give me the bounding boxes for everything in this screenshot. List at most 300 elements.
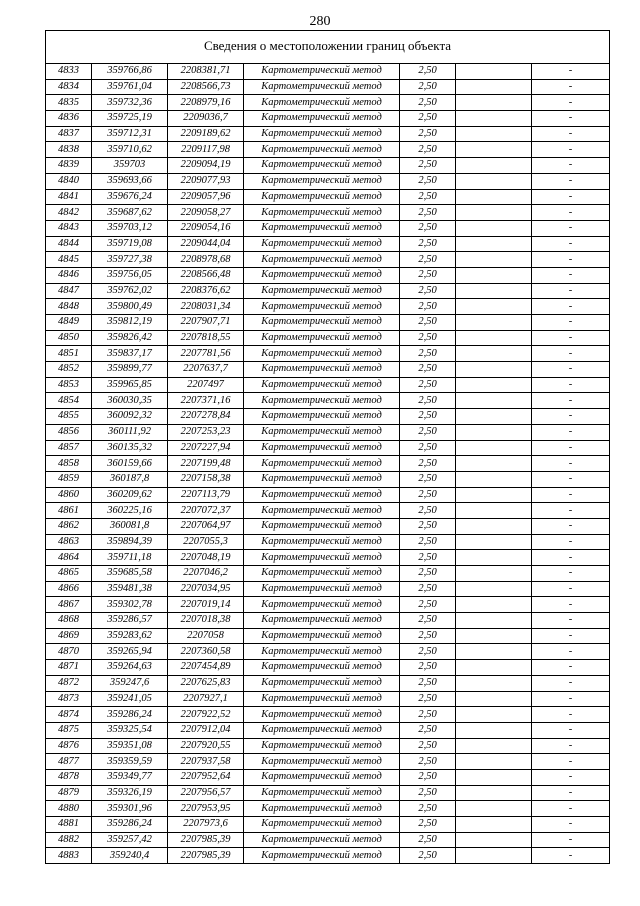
empty-cell	[456, 315, 532, 331]
coord-y: 2209057,96	[168, 189, 244, 205]
table-row	[46, 173, 609, 189]
method-cell: Картометрический метод	[244, 628, 400, 644]
coord-x: 359247,6	[92, 675, 168, 691]
point-number: 4879	[46, 785, 92, 801]
empty-cell	[456, 220, 532, 236]
accuracy-cell: 2,50	[400, 142, 456, 158]
table-row	[46, 848, 609, 864]
coord-y: 2207371,16	[168, 393, 244, 409]
method-cell: Картометрический метод	[244, 377, 400, 393]
coord-y: 2207973,6	[168, 817, 244, 833]
coord-x: 360225,16	[92, 503, 168, 519]
method-cell: Картометрический метод	[244, 283, 400, 299]
point-number: 4874	[46, 707, 92, 723]
page-number: 280	[309, 14, 331, 29]
dash-cell: -	[532, 487, 610, 503]
point-number: 4863	[46, 534, 92, 550]
accuracy-cell: 2,50	[400, 628, 456, 644]
dash-cell: -	[532, 550, 610, 566]
coord-x: 359240,4	[92, 848, 168, 864]
dash-cell: -	[532, 832, 610, 848]
accuracy-cell: 2,50	[400, 503, 456, 519]
dash-cell: -	[532, 409, 610, 425]
table-title: Сведения о местоположении границ объекта	[203, 38, 452, 53]
empty-cell	[456, 848, 532, 864]
coord-y: 2207781,56	[168, 346, 244, 362]
point-number: 4860	[46, 487, 92, 503]
empty-cell	[456, 471, 532, 487]
coord-y: 2209077,93	[168, 173, 244, 189]
coord-y: 2207937,58	[168, 754, 244, 770]
coord-x: 359359,59	[92, 754, 168, 770]
accuracy-cell: 2,50	[400, 158, 456, 174]
point-number: 4877	[46, 754, 92, 770]
accuracy-cell: 2,50	[400, 440, 456, 456]
point-number: 4843	[46, 220, 92, 236]
point-number: 4866	[46, 581, 92, 597]
empty-cell	[456, 613, 532, 629]
method-cell: Картометрический метод	[244, 738, 400, 754]
accuracy-cell: 2,50	[400, 189, 456, 205]
coord-y: 2207454,89	[168, 660, 244, 676]
method-cell: Картометрический метод	[244, 785, 400, 801]
dash-cell: -	[532, 785, 610, 801]
method-cell: Картометрический метод	[244, 722, 400, 738]
method-cell: Картометрический метод	[244, 158, 400, 174]
table-row	[46, 330, 609, 346]
coord-y: 2207048,19	[168, 550, 244, 566]
point-number: 4869	[46, 628, 92, 644]
dash-cell: -	[532, 283, 610, 299]
empty-cell	[456, 126, 532, 142]
table-row	[46, 111, 609, 127]
dash-cell: -	[532, 456, 610, 472]
accuracy-cell: 2,50	[400, 613, 456, 629]
dash-cell: -	[532, 628, 610, 644]
point-number: 4854	[46, 393, 92, 409]
coord-y: 2208376,62	[168, 283, 244, 299]
point-number: 4853	[46, 377, 92, 393]
point-number: 4881	[46, 817, 92, 833]
table-row	[46, 581, 609, 597]
point-number: 4856	[46, 424, 92, 440]
point-number: 4857	[46, 440, 92, 456]
accuracy-cell: 2,50	[400, 409, 456, 425]
coord-x: 360030,35	[92, 393, 168, 409]
dash-cell: -	[532, 220, 610, 236]
empty-cell	[456, 393, 532, 409]
table-row	[46, 518, 609, 534]
method-cell: Картометрический метод	[244, 220, 400, 236]
dash-cell: -	[532, 503, 610, 519]
coord-x: 359719,08	[92, 236, 168, 252]
accuracy-cell: 2,50	[400, 832, 456, 848]
method-cell: Картометрический метод	[244, 503, 400, 519]
coord-y: 2207058	[168, 628, 244, 644]
dash-cell: -	[532, 769, 610, 785]
table-row	[46, 189, 609, 205]
accuracy-cell: 2,50	[400, 393, 456, 409]
coord-y: 2207952,64	[168, 769, 244, 785]
coord-x: 360209,62	[92, 487, 168, 503]
method-cell: Картометрический метод	[244, 832, 400, 848]
accuracy-cell: 2,50	[400, 299, 456, 315]
method-cell: Картометрический метод	[244, 597, 400, 613]
accuracy-cell: 2,50	[400, 283, 456, 299]
method-cell: Картометрический метод	[244, 299, 400, 315]
coord-y: 2209117,98	[168, 142, 244, 158]
point-number: 4845	[46, 252, 92, 268]
table-row	[46, 377, 609, 393]
coord-x: 360135,32	[92, 440, 168, 456]
empty-cell	[456, 377, 532, 393]
dash-cell: -	[532, 518, 610, 534]
coord-x: 359349,77	[92, 769, 168, 785]
table-row	[46, 315, 609, 331]
empty-cell	[456, 189, 532, 205]
table-row	[46, 220, 609, 236]
empty-cell	[456, 722, 532, 738]
coord-y: 2207985,39	[168, 848, 244, 864]
method-cell: Картометрический метод	[244, 456, 400, 472]
point-number: 4876	[46, 738, 92, 754]
table-row	[46, 267, 609, 283]
point-number: 4864	[46, 550, 92, 566]
coord-y: 2207064,97	[168, 518, 244, 534]
dash-cell: -	[532, 267, 610, 283]
dash-cell: -	[532, 315, 610, 331]
coord-x: 359711,18	[92, 550, 168, 566]
empty-cell	[456, 111, 532, 127]
coord-y: 2207278,84	[168, 409, 244, 425]
accuracy-cell: 2,50	[400, 817, 456, 833]
point-number: 4875	[46, 722, 92, 738]
point-number: 4846	[46, 267, 92, 283]
method-cell: Картометрический метод	[244, 440, 400, 456]
accuracy-cell: 2,50	[400, 675, 456, 691]
table-row	[46, 456, 609, 472]
method-cell: Картометрический метод	[244, 754, 400, 770]
empty-cell	[456, 644, 532, 660]
coordinates-table-frame	[45, 30, 610, 864]
coord-y: 2208978,68	[168, 252, 244, 268]
coordinates-table	[46, 63, 609, 864]
point-number: 4849	[46, 315, 92, 331]
table-row	[46, 832, 609, 848]
accuracy-cell: 2,50	[400, 346, 456, 362]
accuracy-cell: 2,50	[400, 487, 456, 503]
coord-x: 359725,19	[92, 111, 168, 127]
coord-x: 359894,39	[92, 534, 168, 550]
coord-y: 2208031,34	[168, 299, 244, 315]
method-cell: Картометрический метод	[244, 95, 400, 111]
method-cell: Картометрический метод	[244, 236, 400, 252]
table-row	[46, 440, 609, 456]
coord-y: 2209054,16	[168, 220, 244, 236]
point-number: 4872	[46, 675, 92, 691]
accuracy-cell: 2,50	[400, 267, 456, 283]
coord-x: 359762,02	[92, 283, 168, 299]
accuracy-cell: 2,50	[400, 566, 456, 582]
method-cell: Картометрический метод	[244, 142, 400, 158]
table-row	[46, 471, 609, 487]
empty-cell	[456, 79, 532, 95]
accuracy-cell: 2,50	[400, 644, 456, 660]
empty-cell	[456, 283, 532, 299]
point-number: 4847	[46, 283, 92, 299]
method-cell: Картометрический метод	[244, 393, 400, 409]
dash-cell: -	[532, 346, 610, 362]
point-number: 4839	[46, 158, 92, 174]
coord-y: 2209036,7	[168, 111, 244, 127]
accuracy-cell: 2,50	[400, 252, 456, 268]
accuracy-cell: 2,50	[400, 330, 456, 346]
point-number: 4852	[46, 362, 92, 378]
coord-x: 359837,17	[92, 346, 168, 362]
dash-cell: -	[532, 158, 610, 174]
method-cell: Картометрический метод	[244, 330, 400, 346]
coord-x: 359766,86	[92, 64, 168, 80]
table-row	[46, 424, 609, 440]
dash-cell: -	[532, 236, 610, 252]
table-row	[46, 283, 609, 299]
accuracy-cell: 2,50	[400, 111, 456, 127]
coord-y: 2207253,23	[168, 424, 244, 440]
coord-x: 359286,24	[92, 817, 168, 833]
method-cell: Картометрический метод	[244, 315, 400, 331]
method-cell: Картометрический метод	[244, 644, 400, 660]
coord-y: 2207055,3	[168, 534, 244, 550]
table-row	[46, 393, 609, 409]
coord-x: 360092,32	[92, 409, 168, 425]
point-number: 4844	[46, 236, 92, 252]
accuracy-cell: 2,50	[400, 518, 456, 534]
empty-cell	[456, 769, 532, 785]
coord-x: 359325,54	[92, 722, 168, 738]
method-cell: Картометрический метод	[244, 691, 400, 707]
coord-y: 2209058,27	[168, 205, 244, 221]
dash-cell: -	[532, 566, 610, 582]
point-number: 4841	[46, 189, 92, 205]
method-cell: Картометрический метод	[244, 550, 400, 566]
table-row	[46, 409, 609, 425]
point-number: 4842	[46, 205, 92, 221]
method-cell: Картометрический метод	[244, 675, 400, 691]
coord-y: 2207637,7	[168, 362, 244, 378]
coord-x: 360111,92	[92, 424, 168, 440]
coord-y: 2207113,79	[168, 487, 244, 503]
accuracy-cell: 2,50	[400, 848, 456, 864]
empty-cell	[456, 691, 532, 707]
empty-cell	[456, 158, 532, 174]
method-cell: Картометрический метод	[244, 566, 400, 582]
dash-cell: -	[532, 471, 610, 487]
accuracy-cell: 2,50	[400, 315, 456, 331]
method-cell: Картометрический метод	[244, 111, 400, 127]
empty-cell	[456, 534, 532, 550]
accuracy-cell: 2,50	[400, 722, 456, 738]
dash-cell: -	[532, 189, 610, 205]
accuracy-cell: 2,50	[400, 236, 456, 252]
coord-x: 359826,42	[92, 330, 168, 346]
dash-cell: -	[532, 377, 610, 393]
coord-y: 2209094,19	[168, 158, 244, 174]
dash-cell: -	[532, 252, 610, 268]
empty-cell	[456, 817, 532, 833]
point-number: 4848	[46, 299, 92, 315]
method-cell: Картометрический метод	[244, 267, 400, 283]
coord-y: 2207818,55	[168, 330, 244, 346]
dash-cell: -	[532, 848, 610, 864]
method-cell: Картометрический метод	[244, 424, 400, 440]
point-number: 4855	[46, 409, 92, 425]
method-cell: Картометрический метод	[244, 613, 400, 629]
coord-x: 359286,57	[92, 613, 168, 629]
accuracy-cell: 2,50	[400, 660, 456, 676]
coord-x: 359302,78	[92, 597, 168, 613]
point-number: 4859	[46, 471, 92, 487]
table-row	[46, 785, 609, 801]
accuracy-cell: 2,50	[400, 126, 456, 142]
coord-x: 359301,96	[92, 801, 168, 817]
empty-cell	[456, 801, 532, 817]
accuracy-cell: 2,50	[400, 707, 456, 723]
table-row	[46, 628, 609, 644]
coord-x: 359676,24	[92, 189, 168, 205]
table-row	[46, 362, 609, 378]
dash-cell: -	[532, 64, 610, 80]
table-row	[46, 722, 609, 738]
coord-y: 2207922,52	[168, 707, 244, 723]
empty-cell	[456, 566, 532, 582]
empty-cell	[456, 252, 532, 268]
point-number: 4834	[46, 79, 92, 95]
coord-y: 2207227,94	[168, 440, 244, 456]
table-row	[46, 550, 609, 566]
dash-cell: -	[532, 95, 610, 111]
table-row	[46, 801, 609, 817]
table-row	[46, 95, 609, 111]
dash-cell: -	[532, 111, 610, 127]
point-number: 4868	[46, 613, 92, 629]
method-cell: Картометрический метод	[244, 362, 400, 378]
coord-x: 359756,05	[92, 267, 168, 283]
method-cell: Картометрический метод	[244, 707, 400, 723]
accuracy-cell: 2,50	[400, 471, 456, 487]
coord-x: 359264,63	[92, 660, 168, 676]
empty-cell	[456, 440, 532, 456]
empty-cell	[456, 142, 532, 158]
coord-y: 2208566,48	[168, 267, 244, 283]
method-cell: Картометрический метод	[244, 205, 400, 221]
empty-cell	[456, 581, 532, 597]
coord-y: 2207912,04	[168, 722, 244, 738]
table-row	[46, 252, 609, 268]
method-cell: Картометрический метод	[244, 487, 400, 503]
method-cell: Картометрический метод	[244, 471, 400, 487]
point-number: 4835	[46, 95, 92, 111]
method-cell: Картометрический метод	[244, 173, 400, 189]
empty-cell	[456, 456, 532, 472]
method-cell: Картометрический метод	[244, 189, 400, 205]
empty-cell	[456, 628, 532, 644]
dash-cell: -	[532, 613, 610, 629]
coord-y: 2207956,57	[168, 785, 244, 801]
table-row	[46, 299, 609, 315]
table-row	[46, 205, 609, 221]
table-row	[46, 754, 609, 770]
coord-y: 2207907,71	[168, 315, 244, 331]
dash-cell: -	[532, 597, 610, 613]
table-row	[46, 534, 609, 550]
point-number: 4873	[46, 691, 92, 707]
coord-y: 2207625,83	[168, 675, 244, 691]
method-cell: Картометрический метод	[244, 79, 400, 95]
point-number: 4861	[46, 503, 92, 519]
dash-cell: -	[532, 299, 610, 315]
method-cell: Картометрический метод	[244, 126, 400, 142]
dash-cell: -	[532, 362, 610, 378]
coord-x: 359812,19	[92, 315, 168, 331]
coord-x: 359286,24	[92, 707, 168, 723]
dash-cell: -	[532, 691, 610, 707]
coord-x: 360081,8	[92, 518, 168, 534]
coord-x: 359703,12	[92, 220, 168, 236]
table-row	[46, 487, 609, 503]
empty-cell	[456, 503, 532, 519]
accuracy-cell: 2,50	[400, 550, 456, 566]
accuracy-cell: 2,50	[400, 534, 456, 550]
table-row	[46, 660, 609, 676]
coord-y: 2207920,55	[168, 738, 244, 754]
method-cell: Картометрический метод	[244, 64, 400, 80]
coord-y: 2207985,39	[168, 832, 244, 848]
accuracy-cell: 2,50	[400, 377, 456, 393]
table-row	[46, 236, 609, 252]
coord-x: 359326,19	[92, 785, 168, 801]
coord-y: 2207953,95	[168, 801, 244, 817]
coord-y: 2209189,62	[168, 126, 244, 142]
dash-cell: -	[532, 330, 610, 346]
point-number: 4837	[46, 126, 92, 142]
empty-cell	[456, 267, 532, 283]
coord-x: 359800,49	[92, 299, 168, 315]
table-row	[46, 64, 609, 80]
accuracy-cell: 2,50	[400, 801, 456, 817]
method-cell: Картометрический метод	[244, 769, 400, 785]
dash-cell: -	[532, 142, 610, 158]
point-number: 4880	[46, 801, 92, 817]
table-row	[46, 769, 609, 785]
accuracy-cell: 2,50	[400, 597, 456, 613]
coord-x: 359712,31	[92, 126, 168, 142]
coord-y: 2208381,71	[168, 64, 244, 80]
dash-cell: -	[532, 754, 610, 770]
coord-x: 359761,04	[92, 79, 168, 95]
dash-cell: -	[532, 817, 610, 833]
point-number: 4882	[46, 832, 92, 848]
coord-x: 359687,62	[92, 205, 168, 221]
table-row	[46, 817, 609, 833]
point-number: 4836	[46, 111, 92, 127]
point-number: 4865	[46, 566, 92, 582]
accuracy-cell: 2,50	[400, 79, 456, 95]
coord-x: 359703	[92, 158, 168, 174]
coord-x: 360187,8	[92, 471, 168, 487]
method-cell: Картометрический метод	[244, 581, 400, 597]
coord-y: 2207018,38	[168, 613, 244, 629]
accuracy-cell: 2,50	[400, 64, 456, 80]
